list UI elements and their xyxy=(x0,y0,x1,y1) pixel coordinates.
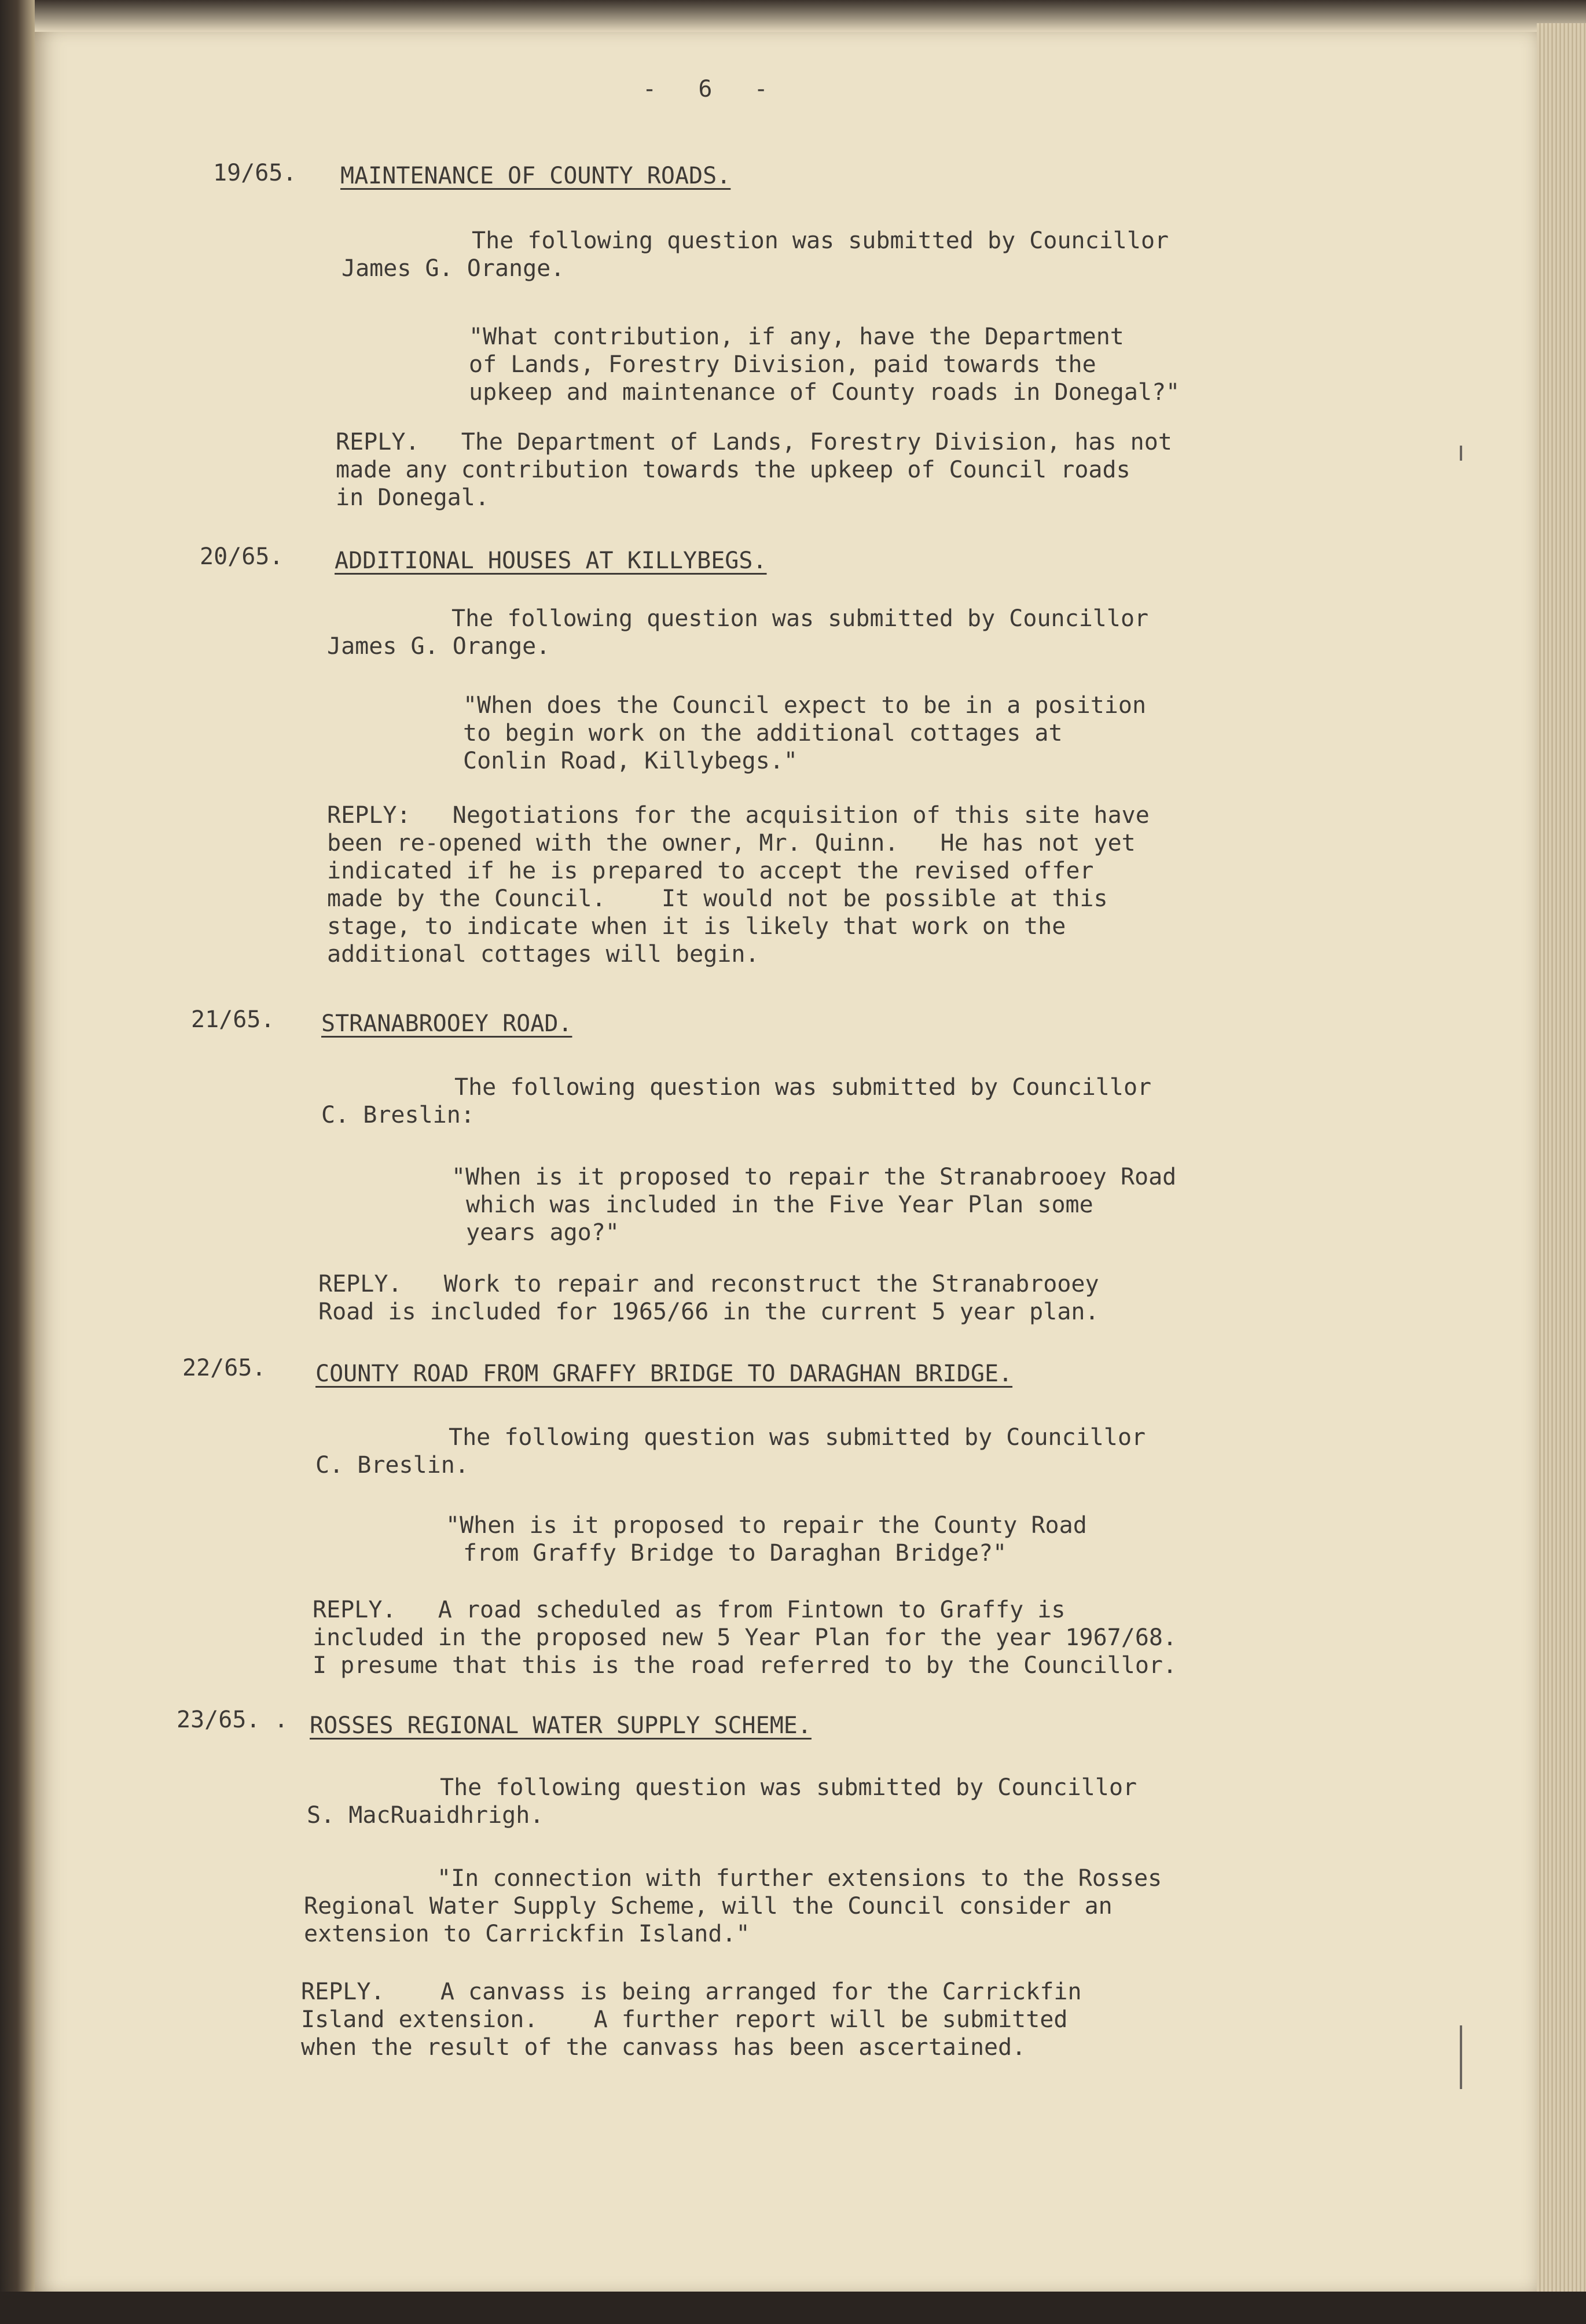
question-line: "When does the Council expect to be in a position xyxy=(463,692,1147,719)
question-line: to begin work on the additional cottages at xyxy=(463,720,1063,747)
item-number: 20/65. xyxy=(200,543,284,570)
question-line: "What contribution, if any, have the Department xyxy=(469,323,1124,350)
reply-line: made any contribution towards the upkeep of Council roads xyxy=(336,457,1130,483)
margin-mark xyxy=(1460,2025,1462,2089)
reply-line: I presume that this is the road referred to by the Councillor. xyxy=(313,1652,1177,1679)
item-heading: STRANABROOEY ROAD. xyxy=(321,1010,572,1037)
intro-line: The following question was submitted by Councillor xyxy=(472,227,1169,254)
reply-line: stage, to indicate when it is likely that work on the xyxy=(327,913,1066,940)
reply-line: made by the Council. It would not be possible at this xyxy=(327,885,1108,912)
margin-mark xyxy=(1460,446,1462,461)
intro-line: C. Breslin: xyxy=(321,1102,475,1128)
reply-line: when the result of the canvass has been ascertained. xyxy=(301,2034,1026,2061)
item-number: 21/65. xyxy=(191,1006,275,1033)
reply-line: indicated if he is prepared to accept the revised offer xyxy=(327,858,1094,884)
reply-line: REPLY. The Department of Lands, Forestry Division, has not xyxy=(336,429,1172,455)
reply-line: REPLY: Negotiations for the acquisition of this site have xyxy=(327,802,1150,829)
page-number: - 6 - xyxy=(643,76,768,102)
item-heading: MAINTENANCE OF COUNTY ROADS. xyxy=(340,163,731,189)
intro-line: The following question was submitted by Councillor xyxy=(454,1074,1152,1101)
intro-line: The following question was submitted by Councillor xyxy=(440,1774,1137,1801)
question-line: Regional Water Supply Scheme, will the Council consider an xyxy=(304,1893,1113,1919)
reply-line: been re-opened with the owner, Mr. Quinn. He has not yet xyxy=(327,830,1136,856)
question-line: of Lands, Forestry Division, paid towards the xyxy=(469,351,1096,378)
item-heading: ROSSES REGIONAL WATER SUPPLY SCHEME. xyxy=(310,1712,812,1739)
question-line: Conlin Road, Killybegs." xyxy=(463,748,798,774)
top-edge-shadow xyxy=(0,0,1586,32)
question-line: upkeep and maintenance of County roads in Donegal?" xyxy=(469,379,1180,406)
question-line: "When is it proposed to repair the Stranabrooey Road xyxy=(451,1164,1177,1190)
question-line: "In connection with further extensions to the Rosses xyxy=(437,1865,1162,1892)
reply-line: REPLY. Work to repair and reconstruct the Stranabrooey xyxy=(318,1271,1099,1297)
item-heading: ADDITIONAL HOUSES AT KILLYBEGS. xyxy=(335,547,767,574)
item-number: 19/65. xyxy=(213,160,297,186)
reply-line: included in the proposed new 5 Year Plan for the year 1967/68. xyxy=(313,1624,1177,1651)
intro-line: The following question was submitted by Councillor xyxy=(449,1424,1146,1451)
question-line: which was included in the Five Year Plan some xyxy=(466,1192,1093,1218)
reply-line: REPLY. A canvass is being arranged for the Carrickfin xyxy=(301,1979,1082,2005)
bottom-edge xyxy=(0,2292,1586,2324)
item-number: 23/65. . xyxy=(177,1707,288,1733)
question-line: from Graffy Bridge to Daraghan Bridge?" xyxy=(463,1540,1007,1567)
item-heading: COUNTY ROAD FROM GRAFFY BRIDGE TO DARAGHAN BRIDGE. xyxy=(315,1360,1013,1387)
reply-line: Island extension. A further report will be submitted xyxy=(301,2006,1068,2033)
question-line: "When is it proposed to repair the County Road xyxy=(446,1512,1087,1539)
intro-line: James G. Orange. xyxy=(327,633,550,660)
intro-line: C. Breslin. xyxy=(315,1452,469,1479)
item-number: 22/65. xyxy=(182,1355,266,1381)
page-edges xyxy=(1537,23,1586,2297)
question-line: years ago?" xyxy=(466,1219,619,1246)
book-gutter xyxy=(0,0,35,2324)
intro-line: James G. Orange. xyxy=(342,255,565,282)
question-line: extension to Carrickfin Island." xyxy=(304,1921,750,1947)
reply-line: Road is included for 1965/66 in the current 5 year plan. xyxy=(318,1299,1099,1325)
intro-line: S. MacRuaidhrigh. xyxy=(307,1802,544,1829)
reply-line: additional cottages will begin. xyxy=(327,941,759,968)
reply-line: REPLY. A road scheduled as from Fintown to Graffy is xyxy=(313,1597,1066,1623)
intro-line: The following question was submitted by Councillor xyxy=(451,605,1149,632)
reply-line: in Donegal. xyxy=(336,484,489,511)
